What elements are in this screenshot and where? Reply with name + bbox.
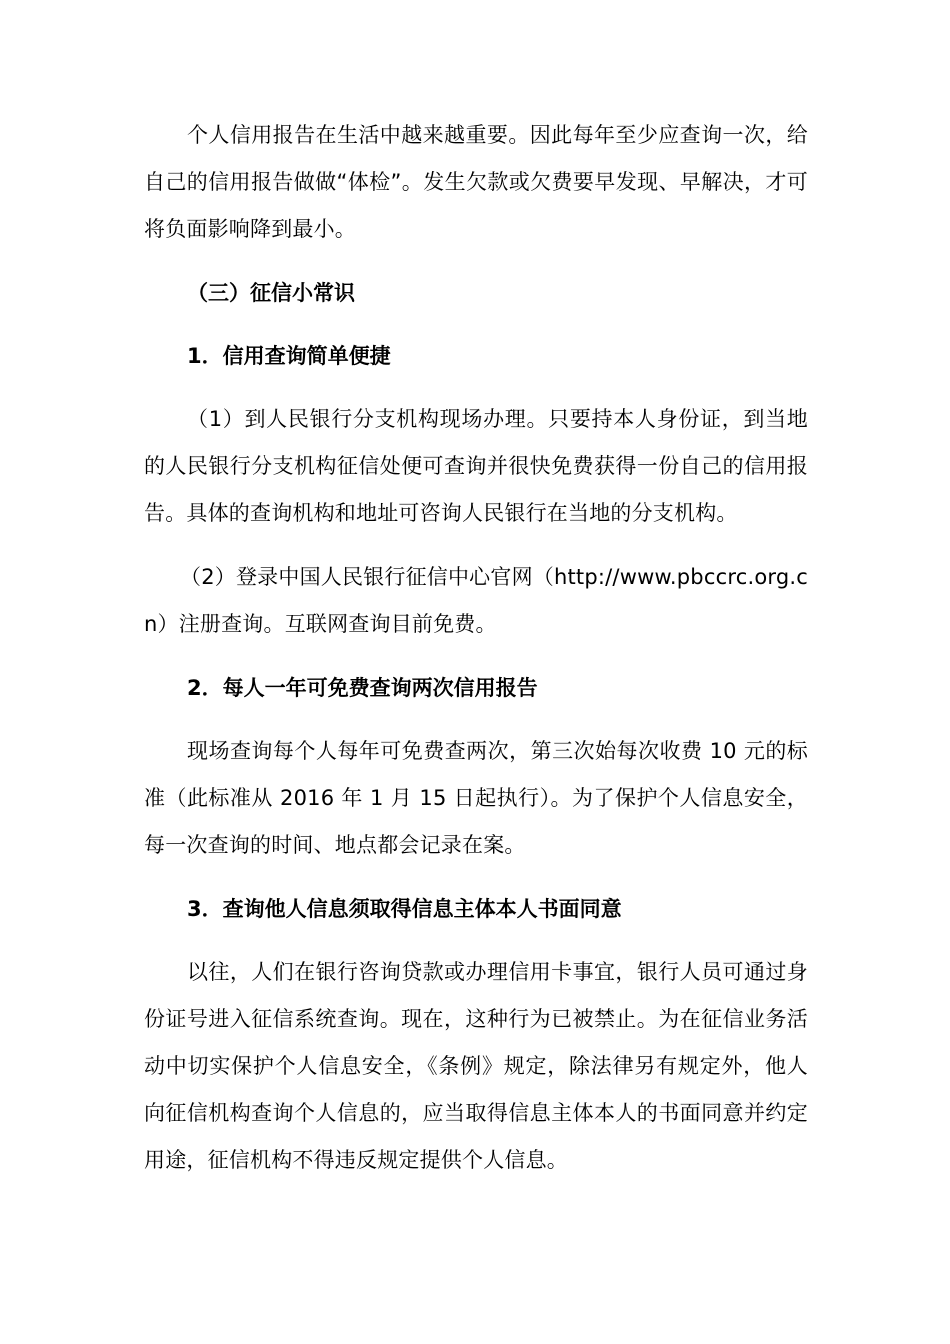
document-body [144,112,808,1184]
paragraph-consent-rules: 以往，人们在银行咨询贷款或办理信用卡事宜，银行人员可通过身份证号进入征信系统查询。现在，这种行为已被禁止。为在征信业务活动中切实保护个人信息安全，《条例》规定，除法律另有规定外，他人向征信机构查询个人信息的，应当取得信息主体本人的书面同意并约定用途，征信机构不得违反规定提供个人信息。 [144,960,808,1172]
heading-query-convenience: 1．信用查询简单便捷 [187,344,391,368]
paragraph-credit-report-importance: 个人信用报告在生活中越来越重要。因此每年至少应查询一次，给自己的信用报告做做“体检”。发生欠款或欠费要早发现、早解决，才可将负面影响降到最小。 [144,123,808,241]
section-heading: （三）征信小常识 [187,281,355,305]
paragraph-online-query: （2）登录中国人民银行征信中心官网（http://www.pbccrc.org.cn）注册查询。互联网查询目前免费。 [144,565,808,636]
paragraph-onsite-query: （1）到人民银行分支机构现场办理。只要持本人身份证，到当地的人民银行分支机构征信处便可查询并很快免费获得一份自己的信用报告。具体的查询机构和地址可咨询人民银行在当地的分支机构。 [144,407,808,525]
paragraph-query-fees: 现场查询每个人每年可免费查两次，第三次始每次收费 10 元的标准（此标准从 2016 年 1 月 15 日起执行）。为了保护个人信息安全，每一次查询的时间、地点都会记录在案。 [144,739,808,857]
heading-free-queries: 2．每人一年可免费查询两次信用报告 [187,676,538,700]
heading-consent-required: 3．查询他人信息须取得信息主体本人书面同意 [187,897,622,921]
